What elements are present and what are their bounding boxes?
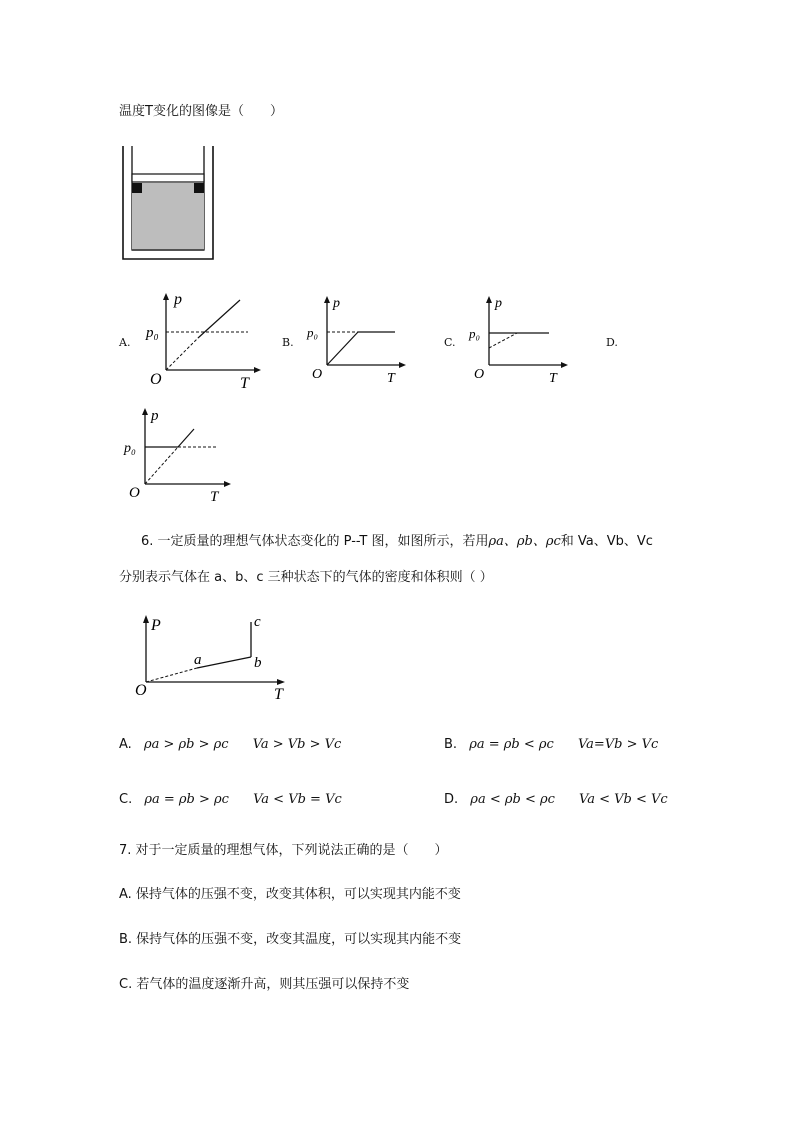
q6-y-label: P: [151, 617, 161, 634]
right-stop: [194, 183, 204, 193]
graph-b-origin-label: O: [312, 367, 323, 382]
q5-graph-a: [140, 290, 270, 390]
q6-option-b-volume: Va=Vb > Vc: [577, 737, 659, 752]
q6-option-a-density: ρa > ρb > ρc: [143, 737, 229, 752]
q5-option-c-letter: C.: [444, 336, 456, 349]
q5-option-b-letter: B.: [282, 336, 294, 349]
q6-option-d-volume: Va < Vb < Vc: [579, 792, 668, 807]
q6-option-c[interactable]: [119, 792, 342, 807]
q6-option-c-volume: Va < Vb = Vc: [253, 792, 342, 807]
q6-option-a-letter: A.: [119, 737, 132, 752]
graph-b-y-label: p: [333, 296, 340, 311]
graph-d-ref-label: p₀: [124, 441, 136, 456]
q6-option-a[interactable]: [119, 737, 341, 752]
q6-point-a: a: [194, 652, 202, 668]
graph-d-x-label: T: [210, 489, 219, 505]
q7-option-c[interactable]: C. 若气体的温度逐渐升高，则其压强可以保持不变: [119, 977, 410, 992]
q6-stem-line1: [141, 533, 653, 551]
q6-stem-symbols: ρa、ρb、ρc: [488, 534, 561, 549]
q5-graph-c: [465, 293, 575, 388]
graph-c-ref-label: p₀: [469, 326, 481, 341]
q5-graph-d: [120, 405, 240, 505]
graph-c-origin-label: O: [474, 367, 485, 382]
q6-option-d-letter: D.: [444, 792, 459, 807]
q5-stem-tail: 温度T变化的图像是（ ）: [119, 104, 283, 119]
graph-a-y-label: p: [174, 291, 182, 308]
q6-option-d[interactable]: [444, 792, 668, 807]
q6-option-b[interactable]: [444, 737, 658, 752]
q5-option-d-letter: D.: [606, 336, 618, 349]
q7-option-a[interactable]: A. 保持气体的压强不变，改变其体积，可以实现其内能不变: [119, 887, 461, 902]
q6-point-c: c: [254, 614, 261, 630]
left-stop: [132, 183, 142, 193]
graph-b-x-label: T: [387, 371, 395, 386]
q7-stem: 7. 对于一定质量的理想气体，下列说法正确的是（ ）: [119, 843, 448, 858]
q6-option-a-volume: Va > Vb > Vc: [252, 737, 342, 752]
q6-stem-line2: 分别表示气体在 a、b、c 三种状态下的气体的密度和体积则（ ）: [119, 570, 493, 585]
graph-d-y-label: p: [151, 408, 159, 424]
graph-d-origin-label: O: [129, 485, 140, 501]
graph-a-x-label: T: [240, 375, 249, 390]
graph-c-x-label: T: [549, 371, 557, 386]
q6-stem-suffix: 和 Va、Vb、Vc: [560, 534, 653, 549]
q6-graph: [132, 610, 297, 705]
q5-option-a-letter: A.: [119, 336, 131, 349]
q5-graph-b: [303, 293, 413, 388]
graph-a-origin-label: O: [150, 371, 162, 388]
graph-c-y-label: p: [495, 296, 502, 311]
q6-option-c-letter: C.: [119, 792, 133, 807]
q6-x-label: T: [274, 686, 283, 703]
q6-point-b: b: [254, 655, 262, 671]
q6-option-c-density: ρa = ρb > ρc: [144, 792, 229, 807]
q6-stem-prefix: 6. 一定质量的理想气体状态变化的 P--T 图，如图所示，若用: [141, 534, 489, 549]
piston: [132, 174, 204, 182]
q7-option-b[interactable]: B. 保持气体的压强不变，改变其温度，可以实现其内能不变: [119, 932, 462, 947]
q6-option-b-letter: B.: [444, 737, 458, 752]
q6-option-d-density: ρa < ρb < ρc: [470, 792, 555, 807]
cylinder-figure: [118, 142, 218, 264]
q6-origin-label: O: [135, 682, 147, 699]
q6-option-b-density: ρa = ρb < ρc: [469, 737, 554, 752]
graph-b-ref-label: p₀: [307, 325, 319, 340]
graph-a-ref-label: p₀: [146, 325, 159, 341]
